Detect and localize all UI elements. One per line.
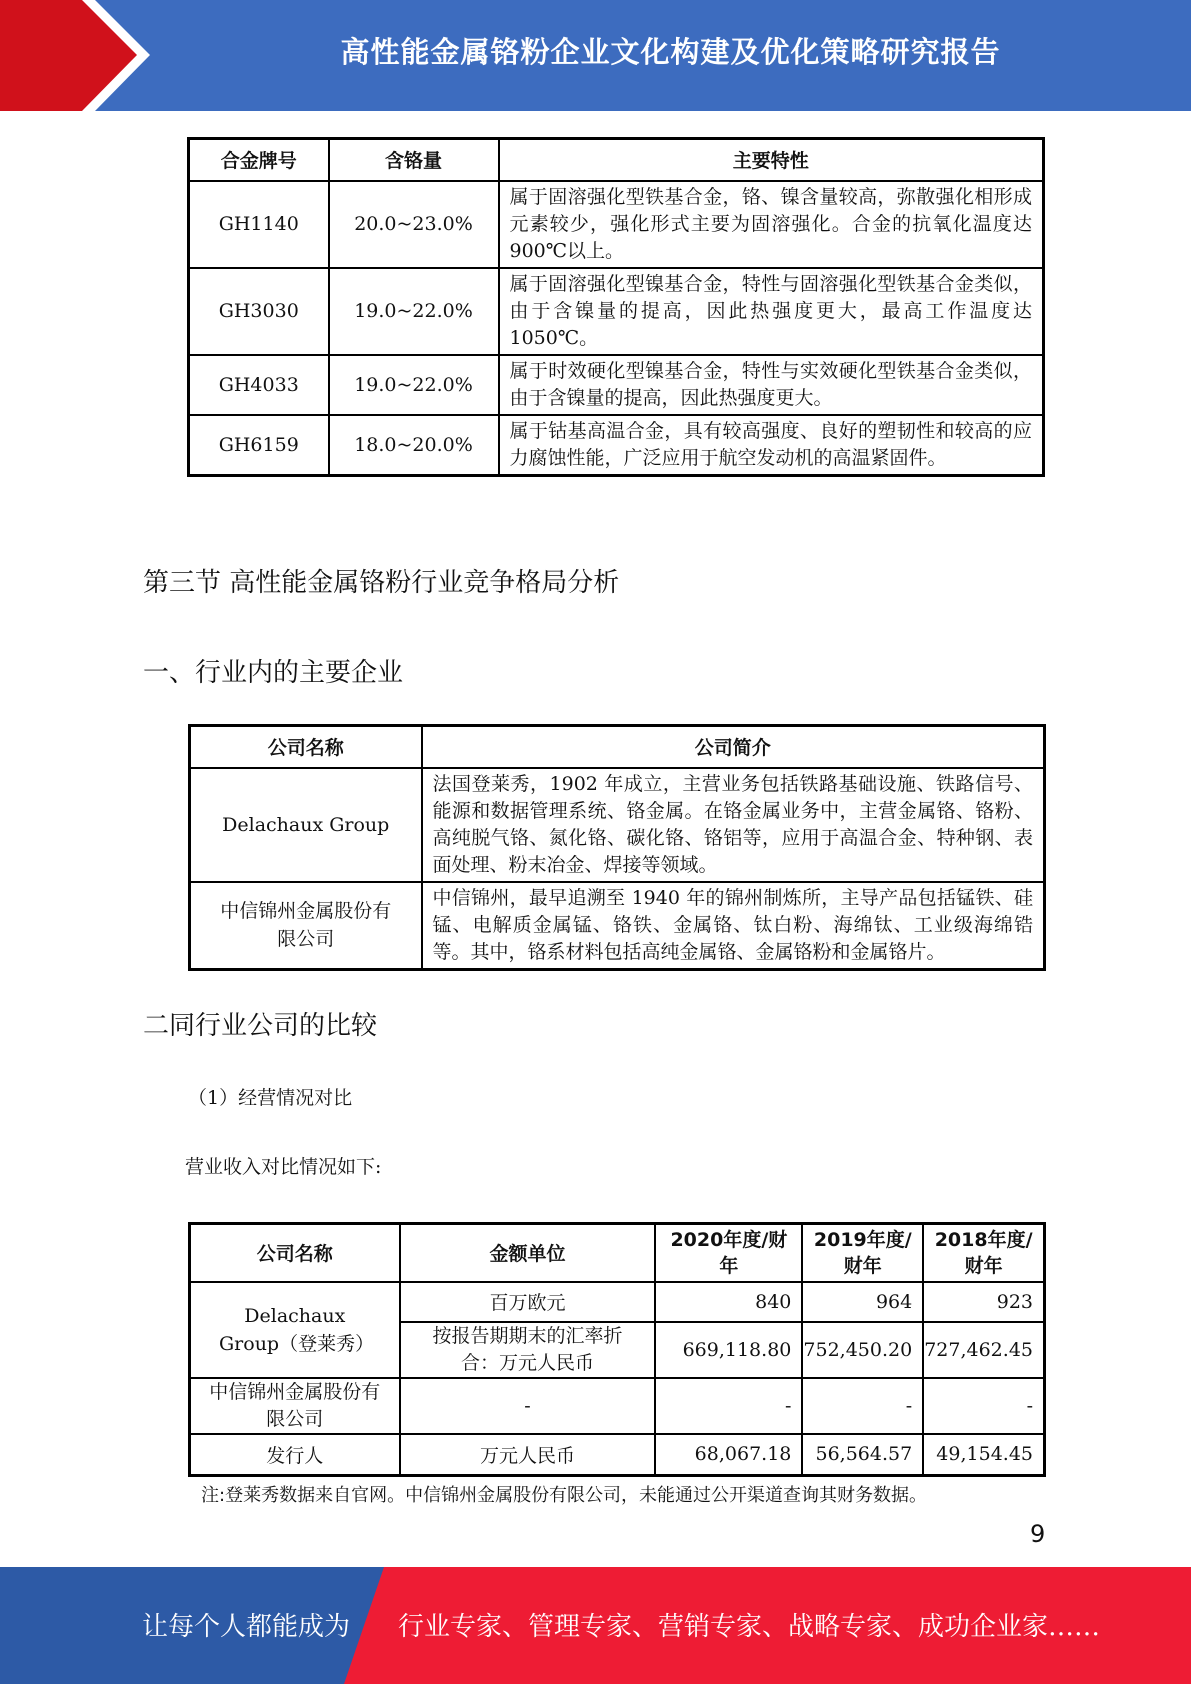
currency-unit-cell: 百万欧元 (400, 1282, 656, 1322)
table-header-row (190, 1224, 1045, 1282)
feature-cell: 属于时效硬化型镍基合金，特性与实效硬化型铁基合金类似，由于含镍量的提高，因此热强度更大。 (499, 355, 1044, 415)
alloy-grade-cell: GH3030 (189, 268, 329, 355)
page-footer (0, 1567, 1191, 1684)
subsection-title: 二同行业公司的比较 (143, 1011, 378, 1041)
table-header-cell: 公司简介 (422, 726, 1045, 768)
table-header-cell: 合金牌号 (189, 139, 329, 181)
section-title: 第三节 高性能金属铬粉行业竞争格局分析 (143, 568, 620, 598)
paragraph-text: 营业收入对比情况如下: (185, 1156, 382, 1178)
table-header-row (189, 139, 1044, 181)
page-number: 9 (1030, 1520, 1046, 1548)
table-header-cell: 主要特性 (499, 139, 1044, 181)
table-header-cell: 公司名称 (190, 726, 422, 768)
revenue-2020-cell: - (655, 1378, 802, 1434)
company-name-cell: Delachaux Group (190, 768, 422, 882)
company-name-cell: 中信锦州金属股份有限公司 (190, 882, 422, 970)
currency-unit-cell: - (400, 1378, 656, 1434)
header-title: 高性能金属铬粉企业文化构建及优化策略研究报告 (340, 35, 1001, 69)
table-row (189, 355, 1044, 415)
feature-cell: 属于固溶强化型镍基合金，特性与固溶强化型铁基合金类似，由于含镍量的提高，因此热强度更大，最高工作温度达 1050℃。 (499, 268, 1044, 355)
company-name-cell: Delachaux Group（登莱秀） (190, 1282, 400, 1378)
revenue-2020-cell: 68,067.18 (655, 1434, 802, 1476)
table-row (190, 1434, 1045, 1476)
table-row (189, 415, 1044, 476)
company-name-cell: 发行人 (190, 1434, 400, 1476)
company-intro-cell: 中信锦州，最早追溯至 1940 年的锦州制炼所，主导产品包括锰铁、硅锰、电解质金属锰、铬铁、金属铬、钛白粉、海绵钛、工业级海绵锆等。其中，铬系材料包括高纯金属铬、金属铬粉和金属铬片。 (422, 882, 1045, 970)
revenue-2018-cell: 49,154.45 (923, 1434, 1044, 1476)
feature-cell: 属于固溶强化型铁基合金，铬、镍含量较高，弥散强化相形成元素较少，强化形式主要为固溶强化。合金的抗氧化温度达 900℃以上。 (499, 181, 1044, 268)
revenue-2019-cell: - (802, 1378, 923, 1434)
alloy-grade-cell: GH4033 (189, 355, 329, 415)
header-arrow-graphic (0, 0, 160, 111)
table-row (190, 768, 1045, 882)
table-header-cell: 金额单位 (400, 1224, 656, 1282)
footer-roles: 行业专家、管理专家、营销专家、战略专家、成功企业家…… (398, 1612, 1101, 1642)
currency-unit-cell: 按报告期期末的汇率折合：万元人民币 (400, 1322, 656, 1378)
revenue-2018-cell: 923 (923, 1282, 1044, 1322)
chromium-content-cell: 18.0~20.0% (329, 415, 499, 476)
revenue-2019-cell: 964 (802, 1282, 923, 1322)
table-header-cell: 含铬量 (329, 139, 499, 181)
table-header-cell: 2020年度/财年 (655, 1224, 802, 1282)
revenue-2019-cell: 752,450.20 (802, 1322, 923, 1378)
chromium-content-cell: 19.0~22.0% (329, 355, 499, 415)
alloy-table (187, 137, 1045, 477)
revenue-table (188, 1222, 1046, 1477)
item-label: （1）经营情况对比 (188, 1087, 353, 1109)
feature-cell: 属于钴基高温合金，具有较高强度、良好的塑韧性和较高的应力腐蚀性能，广泛应用于航空发动机的高温紧固件。 (499, 415, 1044, 476)
table-header-cell: 2019年度/财年 (802, 1224, 923, 1282)
table-header-cell: 2018年度/财年 (923, 1224, 1044, 1282)
table-header-cell: 公司名称 (190, 1224, 400, 1282)
table-row (189, 181, 1044, 268)
revenue-2020-cell: 669,118.80 (655, 1322, 802, 1378)
company-name-cell: 中信锦州金属股份有限公司 (190, 1378, 400, 1434)
currency-unit-cell: 万元人民币 (400, 1434, 656, 1476)
chromium-content-cell: 20.0~23.0% (329, 181, 499, 268)
company-intro-cell: 法国登莱秀，1902 年成立，主营业务包括铁路基础设施、铁路信号、能源和数据管理系统、铬金属。在铬金属业务中，主营金属铬、铬粉、高纯脱气铬、氮化铬、碳化铬、铬铝等，应用于高温合金、特种钢、表面处理、粉末冶金、焊接等领域。 (422, 768, 1045, 882)
table-row (189, 268, 1044, 355)
revenue-2020-cell: 840 (655, 1282, 802, 1322)
chromium-content-cell: 19.0~22.0% (329, 268, 499, 355)
page-header (0, 0, 1191, 111)
revenue-2019-cell: 56,564.57 (802, 1434, 923, 1476)
company-table (188, 724, 1046, 971)
table-header-row (190, 726, 1045, 768)
footer-slogan: 让每个人都能成为 (142, 1612, 351, 1642)
alloy-grade-cell: GH1140 (189, 181, 329, 268)
table-footnote: 注:登莱秀数据来自官网。中信锦州金属股份有限公司，未能通过公开渠道查询其财务数据。 (201, 1485, 928, 1506)
alloy-grade-cell: GH6159 (189, 415, 329, 476)
revenue-2018-cell: 727,462.45 (923, 1322, 1044, 1378)
subsection-title: 一、行业内的主要企业 (143, 658, 404, 688)
table-row (190, 1282, 1045, 1322)
table-row (190, 1378, 1045, 1434)
table-row (190, 882, 1045, 970)
revenue-2018-cell: - (923, 1378, 1044, 1434)
